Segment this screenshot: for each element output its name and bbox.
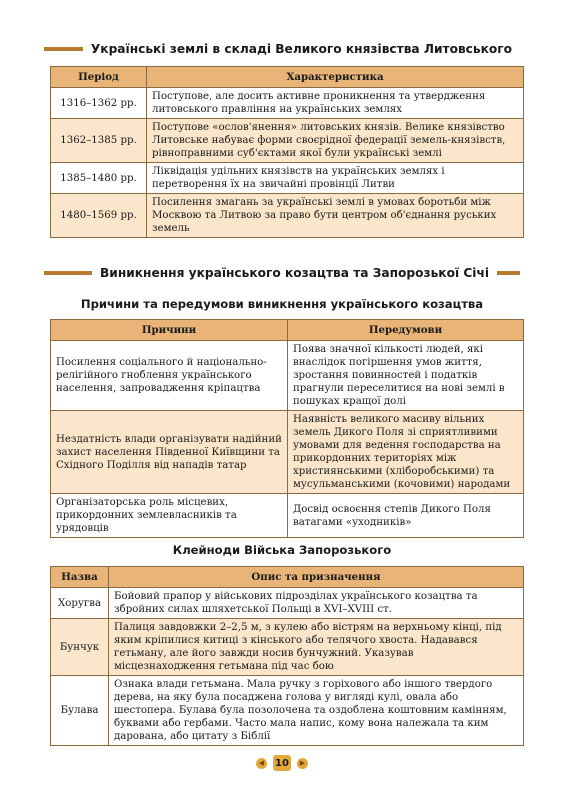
premise-cell: Поява значної кількості людей, які внаслідок погіршення умов життя, зростання повинностей і податків прагнули переселитися на нові землі в пошуках кращої долі — [288, 341, 524, 411]
column-header: Назва — [51, 567, 109, 588]
table-row — [51, 676, 524, 746]
characteristic-cell: Поступове «ослов'янення» литовських князів. Велике князівство Литовське набуває форми своєрідної федерації земель-князівств, рівноправними суб'єктами якої були українські землі — [147, 119, 524, 163]
period-cell: 1362–1385 рр. — [51, 119, 147, 163]
page-footer — [0, 755, 564, 771]
section1-title: Українські землі в складі Великого князівства Литовського — [90, 42, 512, 56]
heading-rule — [44, 47, 83, 51]
section1-heading — [44, 40, 520, 58]
period-cell: 1316–1362 рр. — [51, 88, 147, 119]
causes-table — [50, 319, 524, 538]
column-header: Період — [51, 67, 147, 88]
cause-cell: Посилення соціального й національно-релігійного гноблення українського населення, запровадження кріпацтва — [51, 341, 288, 411]
column-header: Передумови — [288, 320, 524, 341]
characteristic-cell: Посилення змагань за українські землі в умовах боротьби між Москвою та Литвою за право бути центром об'єднання руських земель — [147, 194, 524, 238]
cause-cell: Нездатність влади організувати надійний захист населення Південної Київщини та Східного Поділля від нападів татар — [51, 411, 288, 494]
premise-cell: Досвід освоєння степів Дикого Поля ватагами «уходників» — [288, 494, 524, 538]
table-row — [51, 163, 524, 194]
table-row — [51, 619, 524, 676]
section2-title: Виникнення українського козацтва та Запорозької Січі — [100, 266, 490, 280]
section2-heading — [44, 264, 520, 282]
regalia-name-cell: Бунчук — [51, 619, 109, 676]
table-row — [51, 411, 524, 494]
regalia-name-cell: Хоругва — [51, 588, 109, 619]
heading-rule — [44, 271, 92, 275]
column-header: Причини — [51, 320, 288, 341]
characteristic-cell: Поступове, але досить активне проникнення та утвердження литовського правління на українських землях — [147, 88, 524, 119]
cause-cell: Організаторська роль місцевих, прикордонних землевласників та урядовців — [51, 494, 288, 538]
table-row — [51, 119, 524, 163]
table-row — [51, 194, 524, 238]
regalia-description-cell: Палиця завдовжки 2–2,5 м, з кулею або вістрям на верхньому кінці, під яким кріпилися китиці з кінського або телячого хвоста. Надавався гетьману, але його завжди носив бунчужний. Указував місцезнаходження гетьмана під час бою — [109, 619, 524, 676]
regalia-table — [50, 566, 524, 746]
regalia-description-cell: Ознака влади гетьмана. Мала ручку з горіхового або іншого твердого дерева, на яку була посаджена голова у вигляді кулі, овала або шестопера. Булава була позолочена та оздоблена коштовним камінням, буквами або гербами. Часто мала напис, кому вона належала та ким дарована, або цитату з Біблії — [109, 676, 524, 746]
period-cell: 1480–1569 рр. — [51, 194, 147, 238]
column-header: Опис та призначення — [109, 567, 524, 588]
next-page-icon[interactable]: ▶ — [297, 758, 308, 769]
heading-rule — [497, 271, 520, 275]
column-header: Характеристика — [147, 67, 524, 88]
table-row — [51, 588, 524, 619]
characteristic-cell: Ліквідація удільних князівств на українських землях і перетворення їх на звичайні провінції Литви — [147, 163, 524, 194]
causes-subtitle: Причини та передумови виникнення українського козацтва — [80, 297, 484, 311]
table-header-row — [51, 567, 524, 588]
table-row — [51, 341, 524, 411]
page-number: 10 — [273, 755, 291, 771]
table-header-row — [51, 67, 524, 88]
table-header-row — [51, 320, 524, 341]
regalia-description-cell: Бойовий прапор у військових підрозділах українського козацтва та збройних силах шляхетської Польщі в XVI–XVIII ст. — [109, 588, 524, 619]
lithuania-periods-table — [50, 66, 524, 238]
period-cell: 1385–1480 рр. — [51, 163, 147, 194]
table-row — [51, 494, 524, 538]
table-row — [51, 88, 524, 119]
previous-page-icon[interactable]: ◀ — [256, 758, 267, 769]
premise-cell: Наявність великого масиву вільних земель Дикого Поля зі сприятливими умовами для ведення господарства на прикордонних територіях між християнськими (хліборобськими) та мусульманськими (кочовими) народами — [288, 411, 524, 494]
regalia-name-cell: Булава — [51, 676, 109, 746]
regalia-subtitle: Клейноди Війська Запорозького — [172, 543, 392, 557]
